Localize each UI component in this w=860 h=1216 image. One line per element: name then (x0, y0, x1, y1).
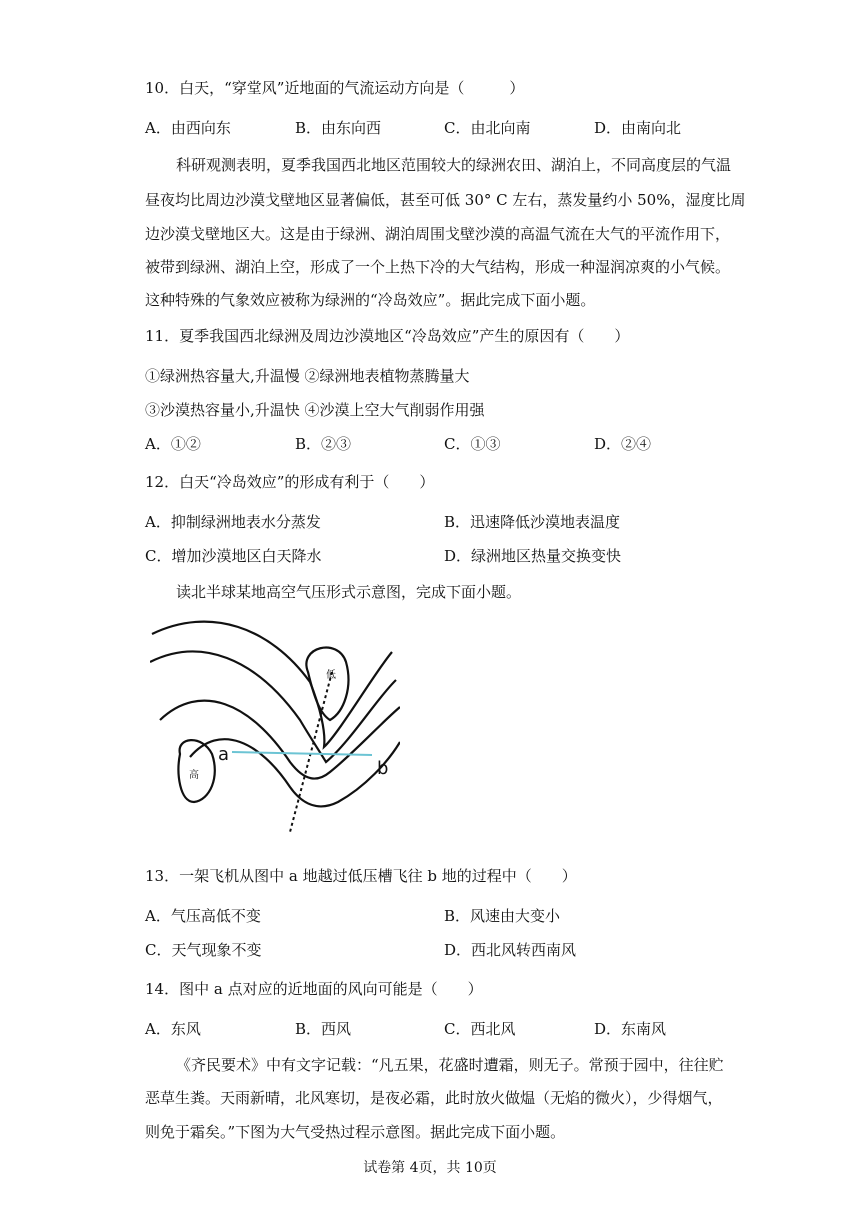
passage-1-line-4: 被带到绿洲、湖泊上空，形成了一个上热下冷的大气结构，形成一种湿润凉爽的小气候。 (145, 258, 731, 276)
passage-2: 读北半球某地高空气压形式示意图，完成下面小题。 (176, 583, 522, 601)
q14-option-c[interactable]: C．西北风 (444, 1020, 516, 1038)
passage-3-line-1: 《齐民要术》中有文字记载：“凡五果，花盛时遭霜，则无子。常预于园中，往往贮 (176, 1056, 724, 1074)
question-12-stem: 12．白天“冷岛效应”的形成有利于（ ） (145, 473, 435, 491)
q13-option-d[interactable]: D．西北风转西南风 (444, 941, 577, 959)
q14-option-a[interactable]: A．东风 (145, 1020, 201, 1038)
high-label: 高 (189, 770, 199, 781)
q12-option-c[interactable]: C．增加沙漠地区白天降水 (145, 547, 322, 565)
q13-option-b[interactable]: B．风速由大变小 (444, 907, 561, 925)
passage-1-line-2: 昼夜均比周边沙漠戈壁地区显著偏低，甚至可低 30° C 左右，蒸发量约小 50%，湿度比周 (145, 191, 746, 209)
passage-1-line-3: 边沙漠戈壁地区大。这是由于绿洲、湖泊周围戈壁沙漠的高温气流在大气的平流作用下， (145, 225, 731, 243)
q12-option-a[interactable]: A．抑制绿洲地表水分蒸发 (145, 513, 321, 531)
q14-option-d[interactable]: D．东南风 (594, 1020, 667, 1038)
q11-option-c[interactable]: C．①③ (444, 435, 501, 453)
q14-option-b[interactable]: B．西风 (295, 1020, 352, 1038)
passage-1-line-5: 这种特殊的气象效应被称为绿洲的“冷岛效应”。据此完成下面小题。 (145, 291, 596, 309)
q10-option-d[interactable]: D．由南向北 (594, 119, 682, 137)
q11-option-d[interactable]: D．②④ (594, 435, 652, 453)
passage-3-line-3: 则免于霜矣。”下图为大气受热过程示意图。据此完成下面小题。 (145, 1123, 566, 1141)
question-13-stem: 13．一架飞机从图中 a 地越过低压槽飞往 b 地的过程中（ ） (145, 867, 577, 885)
question-10-stem: 10．白天，“穿堂风”近地面的气流运动方向是（ ） (145, 79, 525, 97)
q12-option-b[interactable]: B．迅速降低沙漠地表温度 (444, 513, 621, 531)
point-b-label: b (377, 758, 389, 779)
point-a-label: a (218, 744, 230, 765)
q11-option-a[interactable]: A．①② (145, 435, 201, 453)
q11-option-b[interactable]: B．②③ (295, 435, 352, 453)
trough-line (290, 672, 332, 832)
q10-option-a[interactable]: A．由西向东 (145, 119, 231, 137)
isobar-diagram (150, 612, 400, 837)
q11-item-line-1: ①绿洲热容量大,升温慢 ②绿洲地表植物蒸腾量大 (145, 367, 470, 385)
question-14-stem: 14．图中 a 点对应的近地面的风向可能是（ ） (145, 980, 483, 998)
q13-option-a[interactable]: A．气压高低不变 (145, 907, 261, 925)
low-label: 低 (326, 670, 336, 681)
q11-item-line-2: ③沙漠热容量小,升温快 ④沙漠上空大气削弱作用强 (145, 401, 485, 419)
page-footer: 试卷第 4页，共 10页 (363, 1160, 497, 1176)
passage-3-line-2: 恶草生粪。天雨新晴，北风寒切，是夜必霜，此时放火做煴（无焰的微火），少得烟气， (145, 1089, 723, 1107)
question-11-stem: 11．夏季我国西北绿洲及周边沙漠地区“冷岛效应”产生的原因有（ ） (145, 327, 630, 345)
q12-option-d[interactable]: D．绿洲地区热量交换变快 (444, 547, 622, 565)
q10-option-c[interactable]: C．由北向南 (444, 119, 531, 137)
low-pressure-isobar (306, 648, 348, 720)
passage-1-line-1: 科研观测表明，夏季我国西北地区范围较大的绿洲农田、湖泊上，不同高度层的气温 (176, 156, 732, 174)
q10-option-b[interactable]: B．由东向西 (295, 119, 382, 137)
q13-option-c[interactable]: C．天气现象不变 (145, 941, 262, 959)
